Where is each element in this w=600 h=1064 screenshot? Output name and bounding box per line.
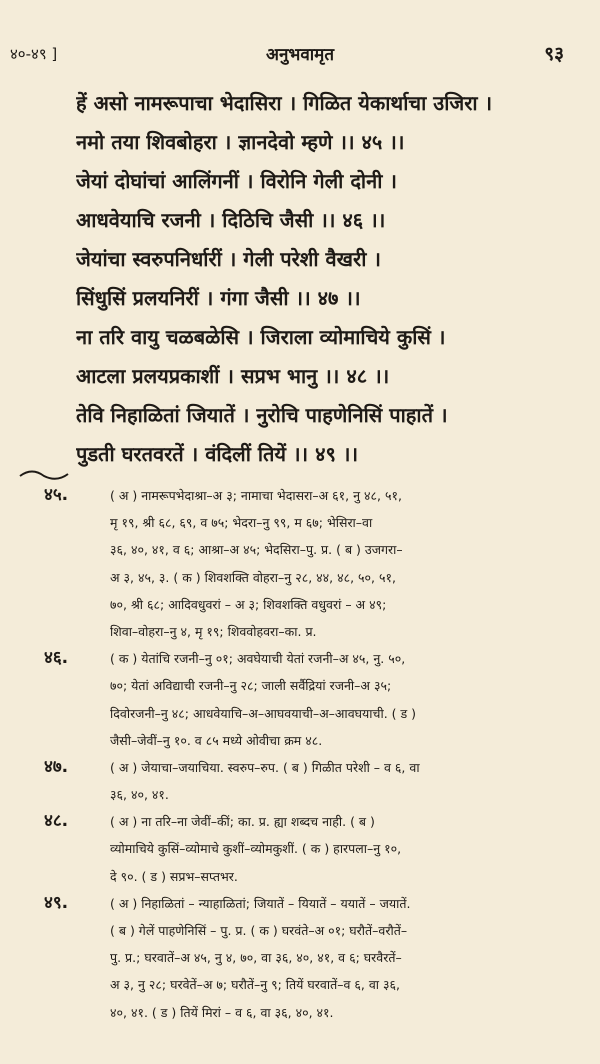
verse-line: आधवेयाचि रजनी । दिठिचि जैसी ।। ४६ ।। <box>76 208 386 232</box>
note-line: ( क ) येतांचि रजनी–नु ०१; अवघेयाची येतां रजनी–अ ४५, नु. ५०, <box>110 651 406 667</box>
note-line: अ ३, नु २८; घरवेतें–अ ७; घरौतें–नु ९; तियें घरवातें–व ६, वा ३६, <box>110 977 400 993</box>
verse-line: ना तरि वायु चळबळेसि । जिराला व्योमाचिये कुसिं । <box>76 325 446 349</box>
verse-line: तेवि निहाळितां जियातें । नुरोचि पाहणेनिसिं पाहातें । <box>76 403 448 427</box>
note-line: पु. प्र.; घरवातें–अ ४५, नु ४, ७०, वा ३६, ४०, ४१, व ६; घरवैरतें– <box>110 950 402 966</box>
verse-line: नमो तया शिवबोहरा । ज्ञानदेवो म्हणे ।। ४५ ।। <box>76 130 405 154</box>
verse-line: जेयां दोघांचां आलिंगनीं । विरोनि गेली दोनी । <box>76 169 397 193</box>
verse-line: हें असो नामरूपाचा भेदासिरा । गिळित येकार्थाचा उजिरा । <box>76 91 493 115</box>
note-47 <box>0 754 600 808</box>
note-46 <box>0 645 600 754</box>
page-number: ९३ <box>544 43 564 65</box>
note-line: ७०, श्री ६८; आदिवधुवरां – अ ३; शिवशक्ति वधुवरां – अ ४९; <box>110 596 387 612</box>
note-line: ( अ ) जेयाचा–जयाचिया. स्वरुप–रुप. ( ब ) गिळीत परेशी – व ६, वा <box>110 759 420 775</box>
verse-line: आटला प्रलयप्रकाशीं । सप्रभ भानु ।। ४८ ।। <box>76 364 390 388</box>
note-line: ( अ ) निहाळितां – न्याहाळितां; जियातें – यियातें – ययातें – जयातें. <box>110 895 411 911</box>
note-number: ४७. <box>44 756 69 777</box>
note-number: ४५. <box>44 485 69 505</box>
verse-line: सिंधुसिं प्रलयनिरीं । गंगा जैसी ।। ४७ ।। <box>76 286 361 310</box>
note-line: ४०, ४१. ( ड ) तियें मिरां – व ६, वा ३६, ४०, ४१. <box>110 1004 334 1020</box>
variant-notes <box>0 482 600 1026</box>
note-line: मृ १९, श्री ६८, ६९, व ७५; भेदरा–नु ९९, म ६७; भेसिरा–वा <box>110 515 373 531</box>
note-49 <box>0 890 600 1026</box>
note-line: ७०; येतां अविद्याची रजनी–नु २८; जाली सर्वैद्रियां रजनी–अ ३५; <box>110 678 392 694</box>
note-line: व्योमाचिये कुसिं–व्योमाचे कुशीं–व्योमकुशीं. ( क ) हारपला–नु १०, <box>110 841 402 857</box>
note-line: शिवा–वोहरा–नु ४, मृ १९; शिववोहवरा–का. प्र. <box>110 623 317 639</box>
note-line: ( अ ) नामरूपभेदाश्रा–अ ३; नामाचा भेदासरा–अ ६१, नु ४८, ५१, <box>110 488 402 503</box>
note-number: ४९. <box>44 892 69 913</box>
note-number: ४६. <box>44 648 69 669</box>
note-line: ( ब ) गेलें पाहणेनिसिं – पु. प्र. ( क ) घरवंते–अ ०१; घरौतें–वरौतें– <box>110 923 408 938</box>
note-line: जैसी–जेवीं–नु १०. व ८५ मध्ये ओवीचा क्रम ४८. <box>110 732 323 748</box>
note-48 <box>0 808 600 890</box>
note-line: ३६, ४०, ४१, व ६; आश्रा–अ ४५; भेदसिरा–पु. प्र. ( ब ) उजगरा– <box>110 542 403 558</box>
note-line: ३६, ४०, ४१. <box>110 787 169 803</box>
verse-range: ४०-४९ ] <box>10 45 58 63</box>
verse-line: पुडती घरतवरतें । वंदिलीं तियें ।। ४९ ।। <box>76 442 359 466</box>
running-title: अनुभवामृत <box>265 45 335 65</box>
note-line: दे ९०. ( ड ) सप्रभ–सप्तभर. <box>110 868 238 884</box>
verse-line: जेयांचा स्वरुपनिर्धारीं । गेली परेशी वैखरी । <box>76 247 381 271</box>
note-line: अ ३, ४५, ३. ( क ) शिवशक्ति वोहरा–नु २८, ४४, ४८, ५०, ५१, <box>110 569 396 585</box>
wavy-rule <box>18 468 578 480</box>
note-line: दिवोरजनी–नु ४८; आधवेयाचि–अ–आघवयाची–अ–आवघयाची. ( ड ) <box>110 705 417 721</box>
note-line: ( अ ) ना तरि–ना जेवीं–कीं; का. प्र. ह्या शब्दच नाही. ( ब ) <box>110 814 375 830</box>
note-45 <box>0 482 600 645</box>
note-number: ४८. <box>44 811 69 832</box>
verse-block <box>76 84 586 474</box>
